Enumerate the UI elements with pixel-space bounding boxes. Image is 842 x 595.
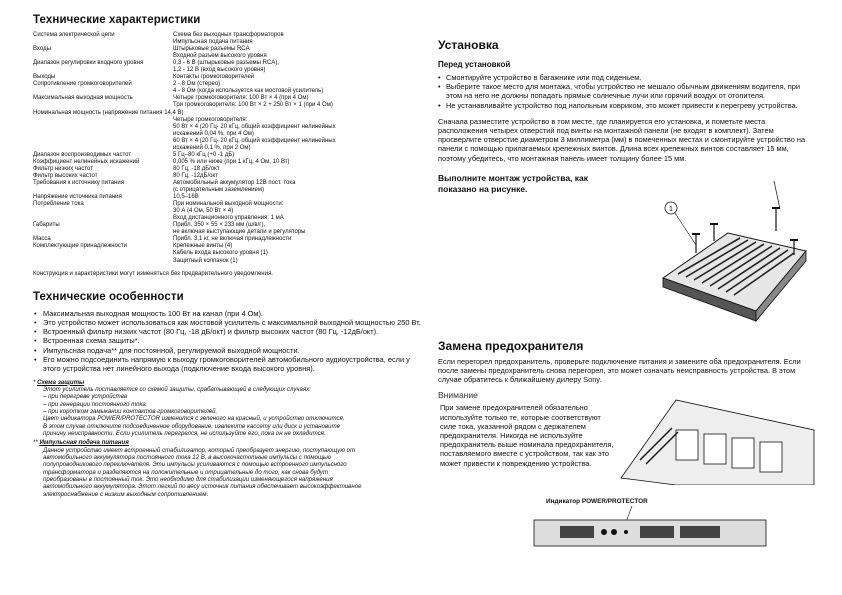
callout-number: 1 bbox=[669, 205, 673, 213]
install-item: • Не устанавливайте устройство под напольным ковриком, это может привести к перегреву устройства. bbox=[438, 101, 816, 110]
spec-value-line: Импульсная подача питания bbox=[173, 39, 253, 46]
spec-value-line: Четыре громкоговорителя: bbox=[173, 116, 248, 123]
spec-row bbox=[33, 46, 421, 60]
indicator-label: Индикатор POWER/PROTECTOR bbox=[546, 498, 648, 506]
install-item: • Выберите такое место для монтажа, чтобы устройство не мешало обычным движениям водителя, при этом на него не должны попадать прямые солнечные лучи или горячий воздух от отопителя. bbox=[438, 82, 816, 100]
spec-key: Диапазон воспроизводимых частот bbox=[33, 151, 132, 158]
footnote-power-head: Импульсная подача питания bbox=[39, 439, 129, 447]
spec-row bbox=[33, 81, 421, 95]
footnote-line: полупроводникового переключателя. Эти импульсы усиливаются с помощью встроенного импульсного bbox=[43, 461, 347, 469]
amplifier-front-illustration bbox=[530, 504, 770, 552]
spec-key: Номинальная мощность (напряжение питания 14,4 В) bbox=[33, 109, 184, 116]
spec-value-line: Крепежные винты (4) bbox=[173, 243, 233, 250]
spec-key: Комплектующие принадлежности bbox=[33, 243, 127, 250]
spec-value-line: 4 - 8 Ом (когда используется как мостовой усилитель) bbox=[173, 88, 324, 95]
spec-key: Входы bbox=[33, 46, 51, 53]
spec-value-line: 5 Гц–80 кГц (+0 -1 дБ) bbox=[173, 151, 235, 158]
spec-key: Требования к источнику питания bbox=[33, 179, 124, 186]
spec-key: Диапазон регулировки входного уровня bbox=[33, 60, 144, 67]
install-figure-area bbox=[438, 173, 816, 323]
spec-value-line: 2 - 8 Ом (стерео) bbox=[173, 81, 221, 88]
spec-row bbox=[33, 173, 421, 180]
footnote-line: – при коротком замыкании контактов громкоговорителей. bbox=[43, 408, 218, 415]
spec-value-line: не включая выступающие детали и регуляторы bbox=[173, 229, 306, 236]
spec-value-line: 60 Вт × 4 (20 Гц- 20 кГц, общий коэффициент нелинейных bbox=[173, 137, 336, 144]
right-column bbox=[438, 38, 816, 560]
spec-key: Фильтр низких частот bbox=[33, 165, 93, 172]
spec-value bbox=[173, 243, 421, 264]
spec-value-line: 80 Гц, -12дБ/окт bbox=[173, 172, 218, 179]
amplifier-mount-illustration bbox=[438, 173, 816, 323]
footnote-protection-head: Схема защиты bbox=[37, 378, 85, 386]
spec-value-line: Защитный колпачок (1) bbox=[173, 257, 238, 264]
spec-row bbox=[33, 60, 421, 74]
spec-key: Сопротивление громкоговорителей bbox=[33, 81, 132, 88]
feature-item: • Это устройство может использоваться как мостовой усилитель с максимальной выходной мощностью 250 Вт. bbox=[33, 318, 421, 327]
spec-key: Система электрической цепи bbox=[33, 32, 115, 38]
install-subtitle: Перед установкой bbox=[438, 60, 511, 69]
spec-key: Потребление тока bbox=[33, 201, 84, 208]
spec-key: Габариты bbox=[33, 222, 60, 229]
spec-value bbox=[173, 74, 421, 81]
install-paragraph: Сначала разместите устройство в том месте, где планируется его установка, и пометьте места расположения четырех отверстий под винты на монтажной панели (не входят в комплект). Затем просверлите отверстие диаметром 3 миллиметра (мм) в помеченных местах и смонтируйте устройство на панели с помощью прилагаемых крепежных винтов. Длина всех крепежных винтов составляет 15 мм, поэтому убедитесь, что монтажная панель имеет толщину более 15 мм. bbox=[438, 116, 806, 163]
footnote-protection-body bbox=[33, 386, 421, 437]
install-title: Установка bbox=[438, 38, 499, 52]
specs-title: Технические характеристики bbox=[33, 14, 201, 26]
feature-item: • Встроенный фильтр низких частот (80 Гц, -18 дБ/окт) и фильтр высоких частот (80 Гц, -12дБ/окт). bbox=[33, 327, 421, 336]
feature-item: • Импульсная подача** для постоянной, регулируемой выходной мощности. bbox=[33, 346, 421, 355]
spec-value bbox=[173, 46, 421, 60]
specs-table bbox=[33, 32, 421, 265]
features-title: Технические особенности bbox=[33, 290, 184, 303]
footnote-line: – при генерации постоянного тока bbox=[43, 400, 146, 408]
spec-row bbox=[33, 152, 421, 159]
spec-value-line: 30 А (4 Ом, 50 Вт × 4) bbox=[173, 208, 234, 215]
spec-value-line: Входной разъем высокого уровня bbox=[173, 53, 267, 60]
footnote-line: трансформатора и разделяются на положительные и отрицательные до того, как снова будут bbox=[43, 468, 329, 476]
spec-value-line: 50 Вт × 4 (20 Гц- 20 кГц, общий коэффициент нелинейных bbox=[173, 123, 336, 130]
spec-row bbox=[33, 180, 421, 194]
spec-value bbox=[173, 222, 421, 236]
spec-value-line: 0,3 - 6 В (штырьковые разъемы RCA), bbox=[173, 60, 279, 67]
spec-row bbox=[33, 110, 421, 117]
warning-title: Внимание bbox=[438, 390, 478, 401]
feature-item: • Встроенная схема защиты*. bbox=[33, 336, 421, 345]
footnote-line: причину неисправности. Если усилитель перегрелся, не используйте его, пока он не охладится. bbox=[43, 430, 326, 438]
footnote-power-body bbox=[33, 447, 421, 498]
spec-row bbox=[33, 243, 421, 264]
spec-value bbox=[173, 201, 421, 222]
spec-key: Фильтр высоких частот bbox=[33, 172, 98, 179]
spec-value-line: Вход дистанционного управления: 1 мА bbox=[173, 215, 284, 222]
spec-key: Максимальная выходная мощность bbox=[33, 95, 133, 102]
spec-row bbox=[33, 236, 421, 243]
spec-value-line: Штырьковые разъемы RCA bbox=[173, 46, 250, 53]
spec-value-line: 1,2 - 12 В (вход высокого уровня) bbox=[173, 67, 266, 74]
spec-value-line: Кабель входа высокого уровня (1) bbox=[173, 250, 268, 257]
spec-row bbox=[33, 222, 421, 236]
spec-value-line: Схема без выходных трансформаторов bbox=[173, 32, 284, 38]
install-item: • Смонтируйте устройство в багажнике или под сиденьем. bbox=[438, 73, 816, 82]
footnote-power: ** Импульсная подача питания Данное устройство имеет встроенный стабилизатор, который преобразует энергию, поступающую от автомобильного аккумулятора постоянного тока 12 В, в высокочастотные импульсы с помощью полупроводникового переключателя. Эти импульсы усиливаются с помощью встроенного импульсного трансформатора и разделяются на положительные и отрицательные до того, как снова будут преобразованы в постоянный ток. Это необходимо для стабилизации изменяющегося напряжения автомобильного аккумулятора. Этот легкий по весу источник питания обеспечивает высокоэффективное электроснабжение с низким выходным сопротивлением. bbox=[33, 439, 421, 498]
fuse-title: Замена предохранителя bbox=[438, 338, 584, 353]
spec-value-line: (с отрицательным заземлением) bbox=[173, 187, 264, 194]
footnote-line: – при перегреве устройства bbox=[43, 393, 128, 401]
spec-key: Напряжение источника питания bbox=[33, 194, 122, 201]
spec-value-line: Автомобильный аккумулятор 12В пост. тока bbox=[173, 179, 296, 186]
spec-value bbox=[173, 95, 421, 109]
spec-value-line: 80 Гц, -18 дБ/окт bbox=[173, 165, 220, 172]
spec-key: Коэффициент нелинейных искажений bbox=[33, 158, 140, 165]
spec-value bbox=[173, 173, 421, 180]
footnote-line: автомобильного аккумулятора. Этот легкий по весу источник питания обеспечивает высокоэффективное bbox=[43, 483, 362, 491]
spec-value bbox=[173, 152, 421, 159]
footnote-line: преобразованы в постоянный ток. Это необходимо для стабилизации изменяющегося напряжения bbox=[43, 476, 333, 484]
footnote-line: электроснабжение с низким выходным сопротивлением. bbox=[43, 490, 209, 498]
features-list bbox=[33, 309, 421, 374]
spec-value-line: 0,005 % или ниже (при 1 кГц, 4 Ом, 10 Вт) bbox=[173, 158, 290, 165]
fuse-closeup-illustration bbox=[616, 390, 816, 485]
footnote-line: В этом случае отключите подсоединенное оборудование, извлеките кассету или диск и установите bbox=[43, 422, 341, 430]
spec-row bbox=[33, 159, 421, 166]
spec-value-line: 10,5–16В bbox=[173, 194, 199, 201]
spec-value-line: При номинальной выходной мощности: bbox=[173, 201, 284, 208]
spec-value-line: искажений 0,04 %, при 4 Ом) bbox=[173, 130, 254, 137]
footnote-line: Цвет индикатора POWER/PROTECTOR изменится с зеленого на красный, и устройство отключится. bbox=[43, 415, 345, 423]
fuse-paragraph: Если перегорел предохранитель, проверьте подключение питания и замените оба предохранителя. Если после замены предохранитель снова перегорел, это может означать неисправность устройства. В этом случае обратитесь к ближайшему дилеру Sony. bbox=[438, 356, 801, 385]
spec-row bbox=[33, 201, 421, 222]
footnote-protection: * Схема защиты Этот усилитель поставляется со схемой защиты, срабатывающей в следующих случаях: – при перегреве устройства – при генерации постоянного тока – при коротком замыкании контактов громкоговорителей. Цвет индикатора POWER/PROTECTOR изменится с зеленого на красный, и устройство отключится. В этом случае отключите подсоединенное оборудование, извлеките кассету или диск и установите причину неисправности. Если усилитель перегрелся, не используйте его, пока он не охладится. bbox=[33, 379, 421, 438]
spec-row bbox=[33, 117, 421, 152]
footnote-line: Этот усилитель поставляется со схемой защиты, срабатывающей в следующих случаях: bbox=[43, 385, 311, 393]
spec-value bbox=[173, 236, 421, 243]
spec-value bbox=[173, 180, 421, 194]
spec-value-line: Прибл. 350 × 55 × 233 мм (ш/в/г), bbox=[173, 222, 266, 229]
install-list bbox=[438, 73, 816, 110]
spec-value-line: искажений 0,1 %, при 2 Ом) bbox=[173, 144, 251, 151]
spec-value bbox=[173, 166, 421, 173]
footnote-line: автомобильного аккумулятора постоянного тока 12 В, в высокочастотные импульсы с помощью bbox=[43, 454, 331, 462]
warning-text: При замене предохранителей обязательно используйте только те, которые соответствуют силе тока, указанной рядом с держателем предохранителя. Никогда не используйте предохранитель выше номинала предохранителя, поставляемого вместе с устройством, так как это может привести к повреждению устройства. bbox=[440, 403, 614, 468]
specs-note: Конструкция и характеристики могут изменяться без предварительного уведомления. bbox=[33, 270, 273, 277]
install-instruction: Выполните монтаж устройства, как показано на рисунке. bbox=[438, 172, 589, 194]
spec-row bbox=[33, 166, 421, 173]
spec-value-line: Три громкоговорителя: 100 Вт × 2 + 250 Вт × 1 (при 4 Ом) bbox=[173, 102, 333, 109]
spec-value-line: Контакты громкоговорителей bbox=[173, 74, 255, 81]
spec-value-line: Прибл. 3,1 кг, не включая принадлежности bbox=[173, 236, 292, 243]
left-column bbox=[33, 14, 421, 498]
spec-value bbox=[173, 32, 421, 46]
feature-item: • Его можно подсоединить напрямую к выходу громкоговорителей автомобильного аудиоустройства, если у этого устройства нет линейного выхода (подключение входа высокого уровня). bbox=[33, 355, 421, 374]
spec-key: Масса bbox=[33, 236, 51, 243]
spec-value bbox=[173, 159, 421, 166]
spec-row bbox=[33, 95, 421, 109]
spec-row bbox=[33, 32, 421, 46]
footnote-line: Данное устройство имеет встроенный стабилизатор, который преобразует энергию, поступающую от bbox=[43, 446, 356, 454]
spec-value bbox=[173, 117, 421, 152]
feature-item: • Максимальная выходная мощность 100 Вт на канал (при 4 Ом). bbox=[33, 309, 421, 318]
spec-key bbox=[33, 117, 173, 152]
spec-key: Выходы bbox=[33, 74, 56, 81]
spec-value bbox=[173, 60, 421, 74]
spec-value-line: Четыре громкоговорителя: 100 Вт × 4 (при 4 Ом) bbox=[173, 95, 309, 102]
fuse-figure-area bbox=[438, 390, 816, 560]
spec-value bbox=[173, 81, 421, 95]
